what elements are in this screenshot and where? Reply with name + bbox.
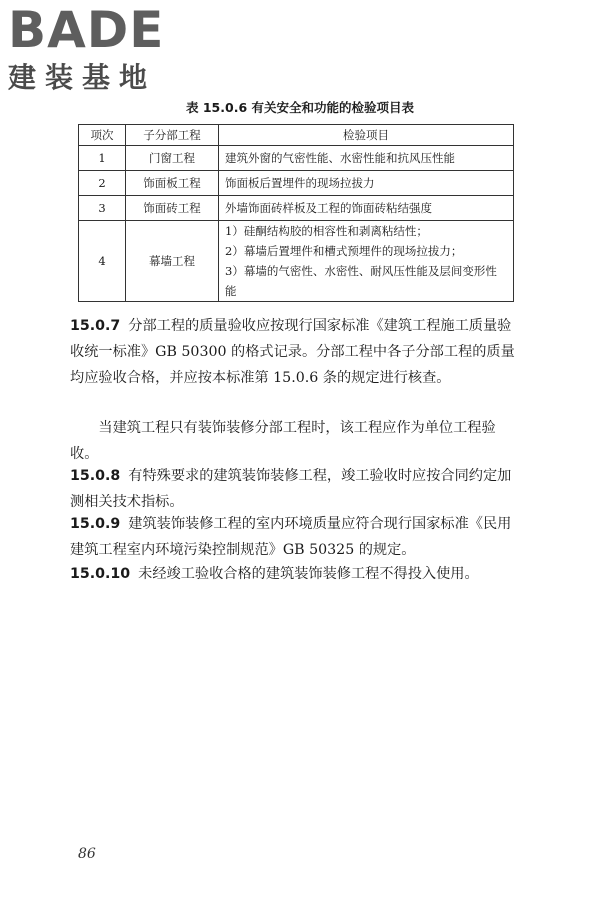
row-subdivision: 饰面砖工程 [126,196,219,221]
row-no: 1 [79,146,126,171]
table-row [79,146,514,171]
header-inspection-item: 检验项目 [219,125,514,146]
row-subitem: 1）硅酮结构胶的相容性和剥离粘结性； [225,224,428,238]
row-item-list [219,221,514,302]
clause-text: 建筑装饰装修工程的室内环境质量应符合现行国家标准《民用建筑工程室内环境污染控制规范》GB 50325 的规定。 [70,516,512,558]
table-row [79,171,514,196]
row-item: 外墙饰面砖样板及工程的饰面砖粘结强度 [219,196,514,221]
row-subitem: 2）幕墙后置埋件和槽式预埋件的现场拉拔力； [225,244,463,258]
clause-15-0-9 [70,511,522,563]
row-subdivision: 饰面板工程 [126,171,219,196]
clause-number: 15.0.10 [70,566,131,582]
inspection-items-table [78,124,514,302]
row-item: 饰面板后置埋件的现场拉拔力 [219,171,514,196]
row-subdivision: 门窗工程 [126,146,219,171]
bade-logo [8,1,180,104]
header-no: 项次 [79,125,126,146]
table-row [79,196,514,221]
table-header-row [79,125,514,146]
table-row [79,221,514,302]
clause-15-0-10 [70,561,522,587]
page-number: 86 [78,846,96,862]
row-no: 3 [79,196,126,221]
row-no: 2 [79,171,126,196]
clause-text: 未经竣工验收合格的建筑装饰装修工程不得投入使用。 [138,566,479,582]
table-caption: 表 15.0.6 有关安全和功能的检验项目表 [186,100,414,115]
logo-subtitle: 建装基地 [8,61,157,94]
row-subdivision: 幕墙工程 [126,221,219,302]
header-subdivision: 子分部工程 [126,125,219,146]
row-item: 建筑外窗的气密性能、水密性能和抗风压性能 [219,146,514,171]
clause-number: 15.0.8 [70,468,121,484]
clause-15-0-7 [70,313,522,391]
clause-text: 有特殊要求的建筑装饰装修工程，竣工验收时应按合同约定加测相关技术指标。 [70,468,512,510]
clause-number: 15.0.9 [70,516,121,532]
clause-15-0-8 [70,463,522,515]
row-subitem: 3）幕墙的气密性、水密性、耐风压性能及层间变形性能 [225,264,497,298]
row-no: 4 [79,221,126,302]
logo-wordmark: BADE [8,1,165,59]
clause-text: 分部工程的质量验收应按现行国家标准《建筑工程施工质量验收统一标准》GB 50300 的格式记录。分部工程中各子分部工程的质量均应验收合格，并应按本标准第 15.0.6 条的规定进行核查。 [70,318,515,386]
clause-number: 15.0.7 [70,318,121,334]
clause-15-0-7-paragraph-2: 当建筑工程只有装饰装修分部工程时，该工程应作为单位工程验收。 [70,420,496,462]
